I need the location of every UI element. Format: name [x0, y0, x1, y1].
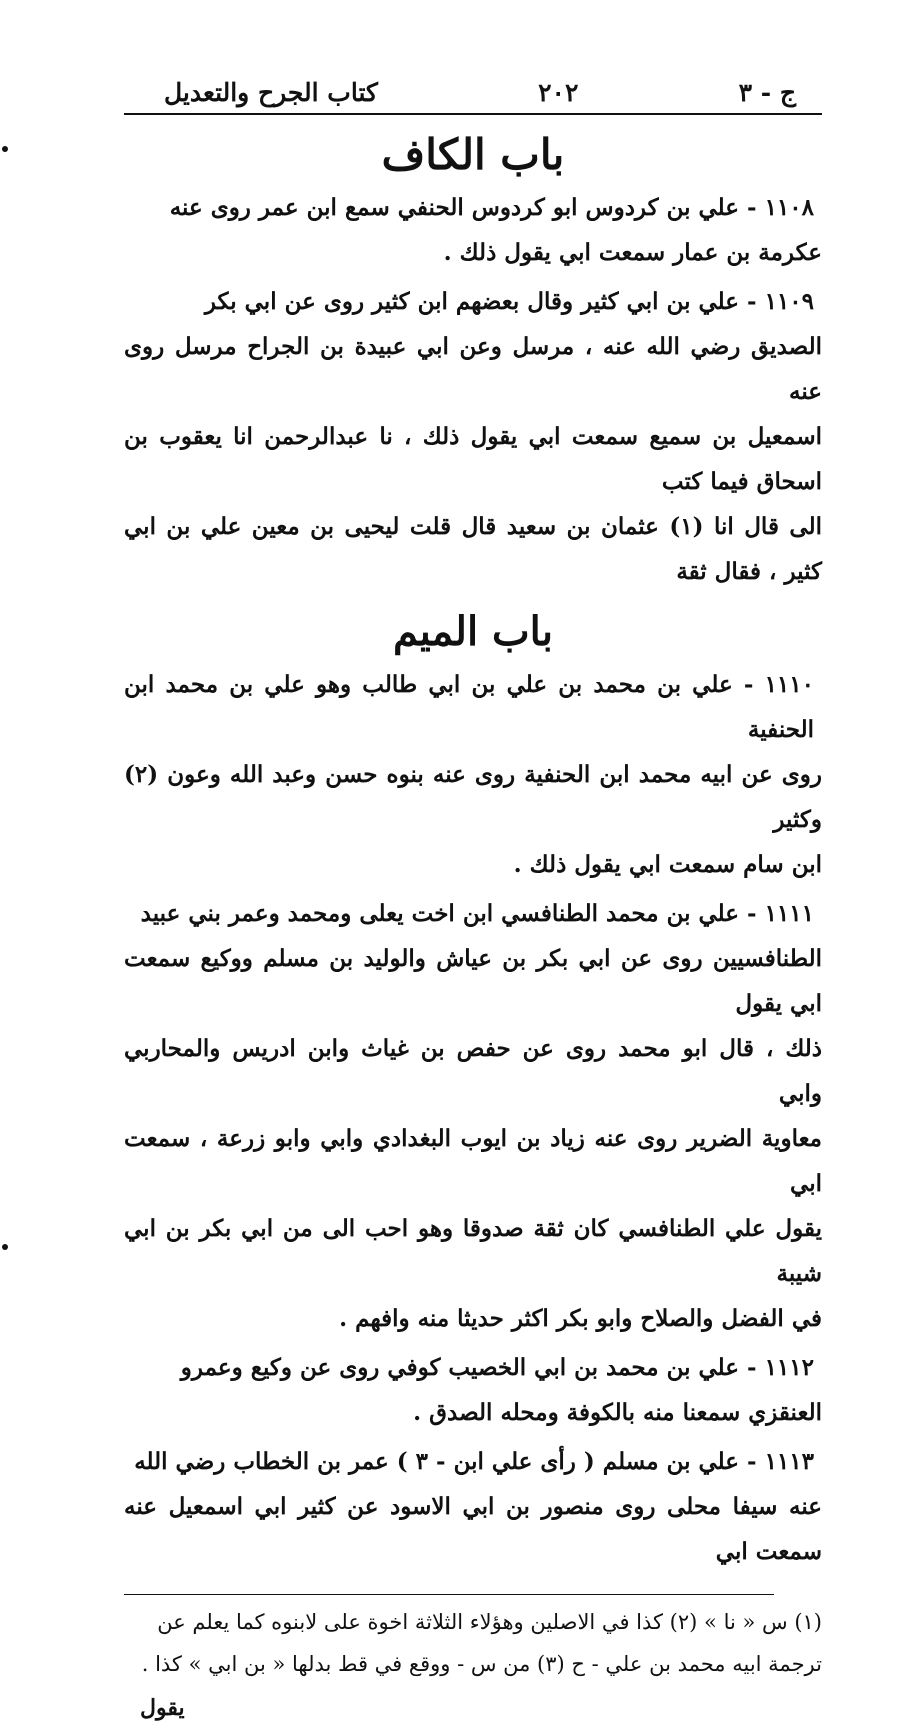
margin-mark: [2, 146, 8, 152]
entry-line: اسمعيل بن سميع سمعت ابي يقول ذلك ، نا عبدالرحمن انا يعقوب بن اسحاق فيما كتب: [124, 423, 822, 495]
entry-1110: [124, 662, 822, 887]
entry-line: ١١١٢ - علي بن محمد بن ابي الخصيب كوفي روى عن وكيع وعمرو: [180, 1354, 814, 1381]
footnote-rule: [124, 1594, 774, 1595]
entry-line: الصديق رضي الله عنه ، مرسل وعن ابي عبيدة بن الجراح مرسل روى عنه: [124, 333, 822, 405]
entry-line: الطنافسيين روى عن ابي بكر بن عياش والوليد بن مسلم ووكيع سمعت ابي يقول: [124, 945, 822, 1017]
footnotes: [124, 1601, 822, 1685]
entry-line: عنه سيفا محلى روى منصور بن ابي الاسود عن كثير ابي اسمعيل عنه سمعت ابي: [124, 1493, 822, 1565]
entry-line: ١١١٣ - علي بن مسلم ( رأى علي ابن - ٣ ) عمر بن الخطاب رضي الله: [134, 1448, 814, 1475]
entry-line: عكرمة بن عمار سمعت ابي يقول ذلك .: [443, 239, 822, 266]
entry-line: الى قال انا (١) عثمان بن سعيد قال قلت ليحيى بن معين علي بن ابي كثير ، فقال ثقة: [124, 513, 822, 585]
header-rule: [124, 113, 822, 115]
catchword: يقول: [140, 1695, 185, 1721]
footnote-line: (١) س « نا » (٢) كذا في الاصلين وهؤلاء الثلاثة اخوة على لابنوه كما يعلم عن: [157, 1610, 822, 1634]
entry-line: ١١١١ - علي بن محمد الطنافسي ابن اخت يعلى ومحمد وعمر بني عبيد: [140, 900, 814, 927]
volume-label: ج - ٣: [738, 78, 796, 107]
entry-1108: [124, 185, 822, 275]
entry-line: العنقزي سمعنا منه بالكوفة ومحله الصدق .: [413, 1399, 822, 1426]
entry-1111: [124, 891, 822, 1341]
page-number: ٢٠٢: [538, 78, 579, 107]
section-title-kaf: باب الكاف: [381, 130, 565, 179]
section-title-mim: باب الميم: [392, 608, 554, 655]
entry-line: ذلك ، قال ابو محمد روى عن حفص بن غياث وابن ادريس والمحاربي وابي: [124, 1035, 822, 1107]
footnote-line: ترجمة ابيه محمد بن علي - ح (٣) من س - ووقع في قط بدلها « بن ابي » كذا .: [141, 1652, 822, 1676]
book-title: كتاب الجرح والتعديل: [164, 78, 378, 107]
page-header: [124, 78, 822, 111]
entry-1109: [124, 279, 822, 594]
entry-line: ١١٠٨ - علي بن كردوس ابو كردوس الحنفي سمع ابن عمر روى عنه: [169, 194, 814, 221]
entry-line: روى عن ابيه محمد ابن الحنفية روى عنه بنوه حسن وعبد الله وعون (٢) وكثير: [124, 761, 822, 833]
entry-1112: [124, 1345, 822, 1435]
entry-1113: [124, 1439, 822, 1574]
margin-mark: [2, 1244, 8, 1250]
entry-line: يقول علي الطنافسي كان ثقة صدوقا وهو احب الى من ابي بكر بن ابي شيبة: [124, 1215, 822, 1287]
entry-line: ١١٠٩ - علي بن ابي كثير وقال بعضهم ابن كثير روى عن ابي بكر: [204, 288, 814, 315]
entry-line: ابن سام سمعت ابي يقول ذلك .: [513, 851, 822, 878]
entry-line: ١١١٠ - علي بن محمد بن علي بن ابي طالب وهو علي بن محمد ابن الحنفية: [124, 671, 814, 743]
entry-line: معاوية الضرير روى عنه زياد بن ايوب البغدادي وابي وابو زرعة ، سمعت ابي: [124, 1125, 822, 1197]
entry-line: في الفضل والصلاح وابو بكر اكثر حديثا منه وافهم .: [339, 1305, 822, 1332]
